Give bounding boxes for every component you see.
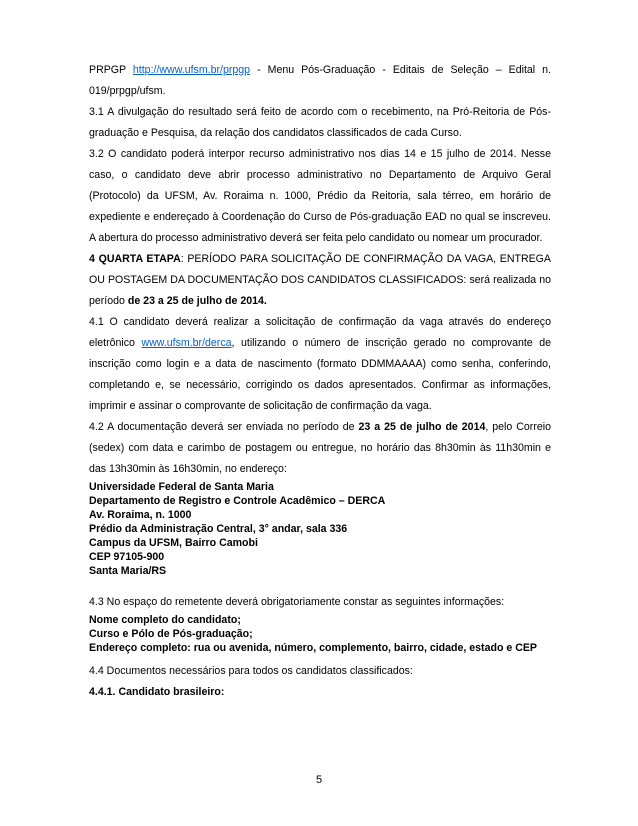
section-4-2 — [89, 417, 551, 480]
section-3-2: 3.2 O candidato poderá interpor recurso administrativo nos dias 14 e 15 julho de 2014. Nesse caso, o candidato deve abrir processo administrativo no Departamento de Arquivo Geral (Protocolo) da UFSM, Av. Roraima n. 1000, Prédio da Reitoria, sala térreo, em horário de expediente e endereçado à Coordenação do Curso de Pós-graduação EAD no qual se inscreveu. A abertura do processo administrativo deverá ser feita pelo candidato ou nomear um procurador. — [89, 148, 551, 244]
address-line: Departamento de Registro e Controle Acadêmico – DERCA — [89, 495, 386, 507]
section-4-title: 4 QUARTA ETAPA — [89, 253, 181, 265]
section-4-4: 4.4 Documentos necessários para todos os candidatos classificados: — [89, 665, 413, 677]
prpgp-link[interactable]: http://www.ufsm.br/prpgp — [132, 64, 251, 76]
section-4-4-1: 4.4.1. Candidato brasileiro: — [89, 686, 225, 698]
page-number: 5 — [315, 774, 323, 786]
section-4-2-pre: 4.2 A documentação deverá ser enviada no período de — [89, 421, 359, 433]
sender-info — [89, 613, 551, 655]
section-4-2-post: , pelo Correio (sedex) com data e carimbo de postagem ou entregue, no horário das 8h30min às 11h30min e das 13h30min às 16h30min, no endereço: — [89, 421, 551, 475]
section-4-3: 4.3 No espaço do remetente deverá obrigatoriamente constar as seguintes informações: — [89, 596, 505, 608]
sender-info-line: Curso e Pólo de Pós-graduação; — [89, 628, 253, 640]
sender-info-line: Nome completo do candidato; — [89, 614, 241, 626]
address-line: Prédio da Administração Central, 3° andar, sala 336 — [89, 523, 348, 535]
derca-link[interactable]: www.ufsm.br/derca — [141, 337, 232, 349]
sender-info-line: Endereço completo: rua ou avenida, número, complemento, bairro, cidade, estado e CEP — [89, 642, 537, 654]
address-line: Campus da UFSM, Bairro Camobi — [89, 537, 258, 549]
header-pre: PRPGP — [89, 64, 133, 76]
header-paragraph — [89, 60, 551, 102]
section-4-1 — [89, 312, 551, 417]
address-line: Universidade Federal de Santa Maria — [89, 481, 274, 493]
section-4-1-pre: 4.1 O candidato deverá realizar a solicitação de confirmação da vaga através do endereço eletrônico — [89, 316, 551, 349]
section-4-1-post: , utilizando o número de inscrição gerado no comprovante de inscrição como login e a data de nascimento (formato DDMMAAAA) como senha, conferindo, completando e, se necessário, corrigindo os dados apresentados. Confirmar as informações, imprimir e assinar o comprovante de solicitação de confirmação da vaga. — [89, 337, 551, 412]
section-3-1: 3.1 A divulgação do resultado será feito de acordo com o recebimento, na Pró-Reitoria de Pós-graduação e Pesquisa, da relação dos candidatos classificados de cada Curso. — [89, 106, 551, 139]
address-line: Av. Roraima, n. 1000 — [89, 509, 192, 521]
section-4-text: : PERÍODO PARA SOLICITAÇÃO DE CONFIRMAÇÃO DA VAGA, ENTREGA OU POSTAGEM DA DOCUMENTAÇÃO DOS CANDIDATOS CLASSIFICADOS: será realizada no período — [89, 253, 551, 307]
address-line: Santa Maria/RS — [89, 565, 167, 577]
section-4-period: de 23 a 25 de julho de 2014. — [127, 295, 267, 307]
section-4 — [89, 249, 551, 312]
address-line: CEP 97105-900 — [89, 551, 165, 563]
header-post: - Menu Pós-Graduação - Editais de Seleção – Edital n. 019/prpgp/ufsm. — [89, 64, 551, 97]
document-page — [89, 60, 551, 703]
section-4-2-dates: 23 a 25 de julho de 2014 — [358, 421, 486, 433]
mailing-address — [89, 480, 551, 578]
